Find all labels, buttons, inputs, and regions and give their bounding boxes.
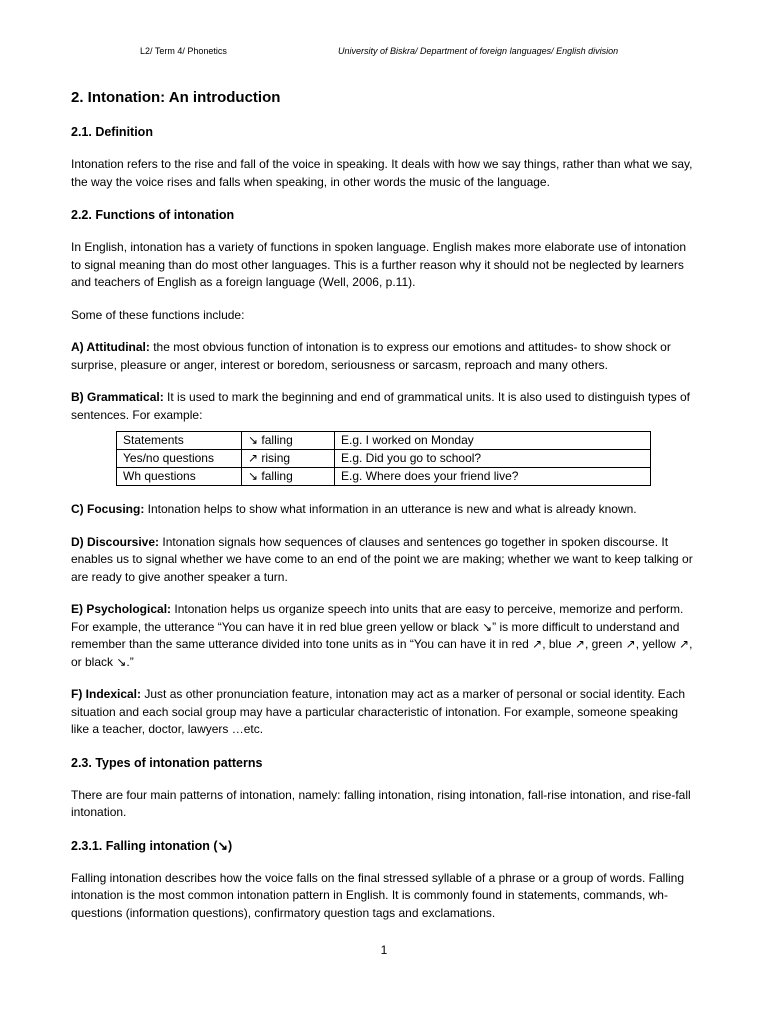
table-cell: E.g. Where does your friend live?	[335, 468, 651, 486]
table-row	[117, 432, 651, 450]
table-cell: Yes/no questions	[117, 450, 242, 468]
function-focusing	[71, 501, 699, 519]
function-text: Intonation helps to show what information in an utterance is new and what is already known.	[144, 502, 637, 516]
function-label: F) Indexical:	[71, 687, 142, 701]
definition-paragraph: Intonation refers to the rise and fall of the voice in speaking. It deals with how we say things, rather than what we say, the way the voice rises and falls when speaking, in other words the music of the language.	[71, 157, 693, 189]
table-cell: ↗ rising	[242, 450, 335, 468]
section-title: 2. Intonation: An introduction	[71, 89, 281, 106]
sentence-types-table	[116, 431, 651, 486]
table-row	[117, 468, 651, 486]
document-body	[71, 88, 699, 937]
table-cell: Statements	[117, 432, 242, 450]
function-grammatical	[71, 389, 699, 424]
heading-definition: 2.1. Definition	[71, 125, 153, 139]
function-attitudinal	[71, 339, 699, 374]
function-indexical	[71, 686, 699, 739]
table-row	[117, 450, 651, 468]
table-cell: E.g. Did you go to school?	[335, 450, 651, 468]
heading-falling-intonation: 2.3.1. Falling intonation (↘)	[71, 838, 233, 853]
function-text: Intonation helps us organize speech into units that are easy to perceive, memorize and perform. For example, the utterance “You can have it in red blue green yellow or black ↘” is more difficult to understand and remember than the same utterance divided into tone units as in “You can have it in red ↗, blue ↗, green ↗, yellow ↗, or black ↘.”	[71, 602, 693, 669]
function-text: Just as other pronunciation feature, intonation may act as a marker of personal or social identity. Each situation and each social group may have a particular characteristic of intonation. For example, someone speaking like a teacher, doctor, lawyers …etc.	[71, 687, 686, 736]
heading-types: 2.3. Types of intonation patterns	[71, 755, 263, 770]
function-discoursive	[71, 534, 699, 587]
function-text: Intonation signals how sequences of clauses and sentences go together in spoken discourse. It enables us to signal whether we have come to an end of the point we are making; whether we want to keep talking or are ready to give another speaker a turn.	[71, 534, 693, 584]
function-label: C) Focusing:	[71, 502, 145, 516]
header-university-label: University of Biskra/ Department of foreign languages/ English division	[338, 46, 619, 56]
function-text: the most obvious function of intonation is to express our emotions and attitudes- to show shock or surprise, pleasure or anger, interest or boredom, seriousness or sarcasm, reproach and many others.	[71, 340, 671, 372]
function-psychological	[71, 601, 699, 671]
function-label: A) Attitudinal:	[71, 340, 150, 354]
types-paragraph: There are four main patterns of intonation, namely: falling intonation, rising intonation, fall-rise intonation, and rise-fall intonation.	[71, 787, 691, 819]
table-cell: E.g. I worked on Monday	[335, 432, 651, 450]
header-course-label: L2/ Term 4/ Phonetics	[140, 46, 227, 56]
function-text: It is used to mark the beginning and end of grammatical units. It is also used to distinguish types of sentences. For example:	[71, 390, 690, 422]
function-label: E) Psychological:	[71, 602, 172, 616]
heading-functions: 2.2. Functions of intonation	[71, 208, 235, 222]
function-label: D) Discoursive:	[71, 534, 160, 549]
page-number: 1	[380, 943, 388, 957]
table-cell: ↘ falling	[242, 468, 335, 486]
falling-intonation-paragraph: Falling intonation describes how the voice falls on the final stressed syllable of a phrase or a group of words. Falling intonation is the most common intonation pattern in English. It is commonly found in statements, commands, wh-questions (information questions), confirmatory question tags and exclamations.	[71, 870, 685, 920]
table-cell: ↘ falling	[242, 432, 335, 450]
functions-list-intro: Some of these functions include:	[71, 307, 245, 322]
table-cell: Wh questions	[117, 468, 242, 486]
function-label: B) Grammatical:	[71, 390, 164, 404]
functions-intro-paragraph: In English, intonation has a variety of functions in spoken language. English makes more elaborate use of intonation to signal meaning than do most other languages. This is a further reason why it should not be neglected by learners and teachers of English as a foreign language (Well, 2006, p.11).	[71, 240, 687, 289]
